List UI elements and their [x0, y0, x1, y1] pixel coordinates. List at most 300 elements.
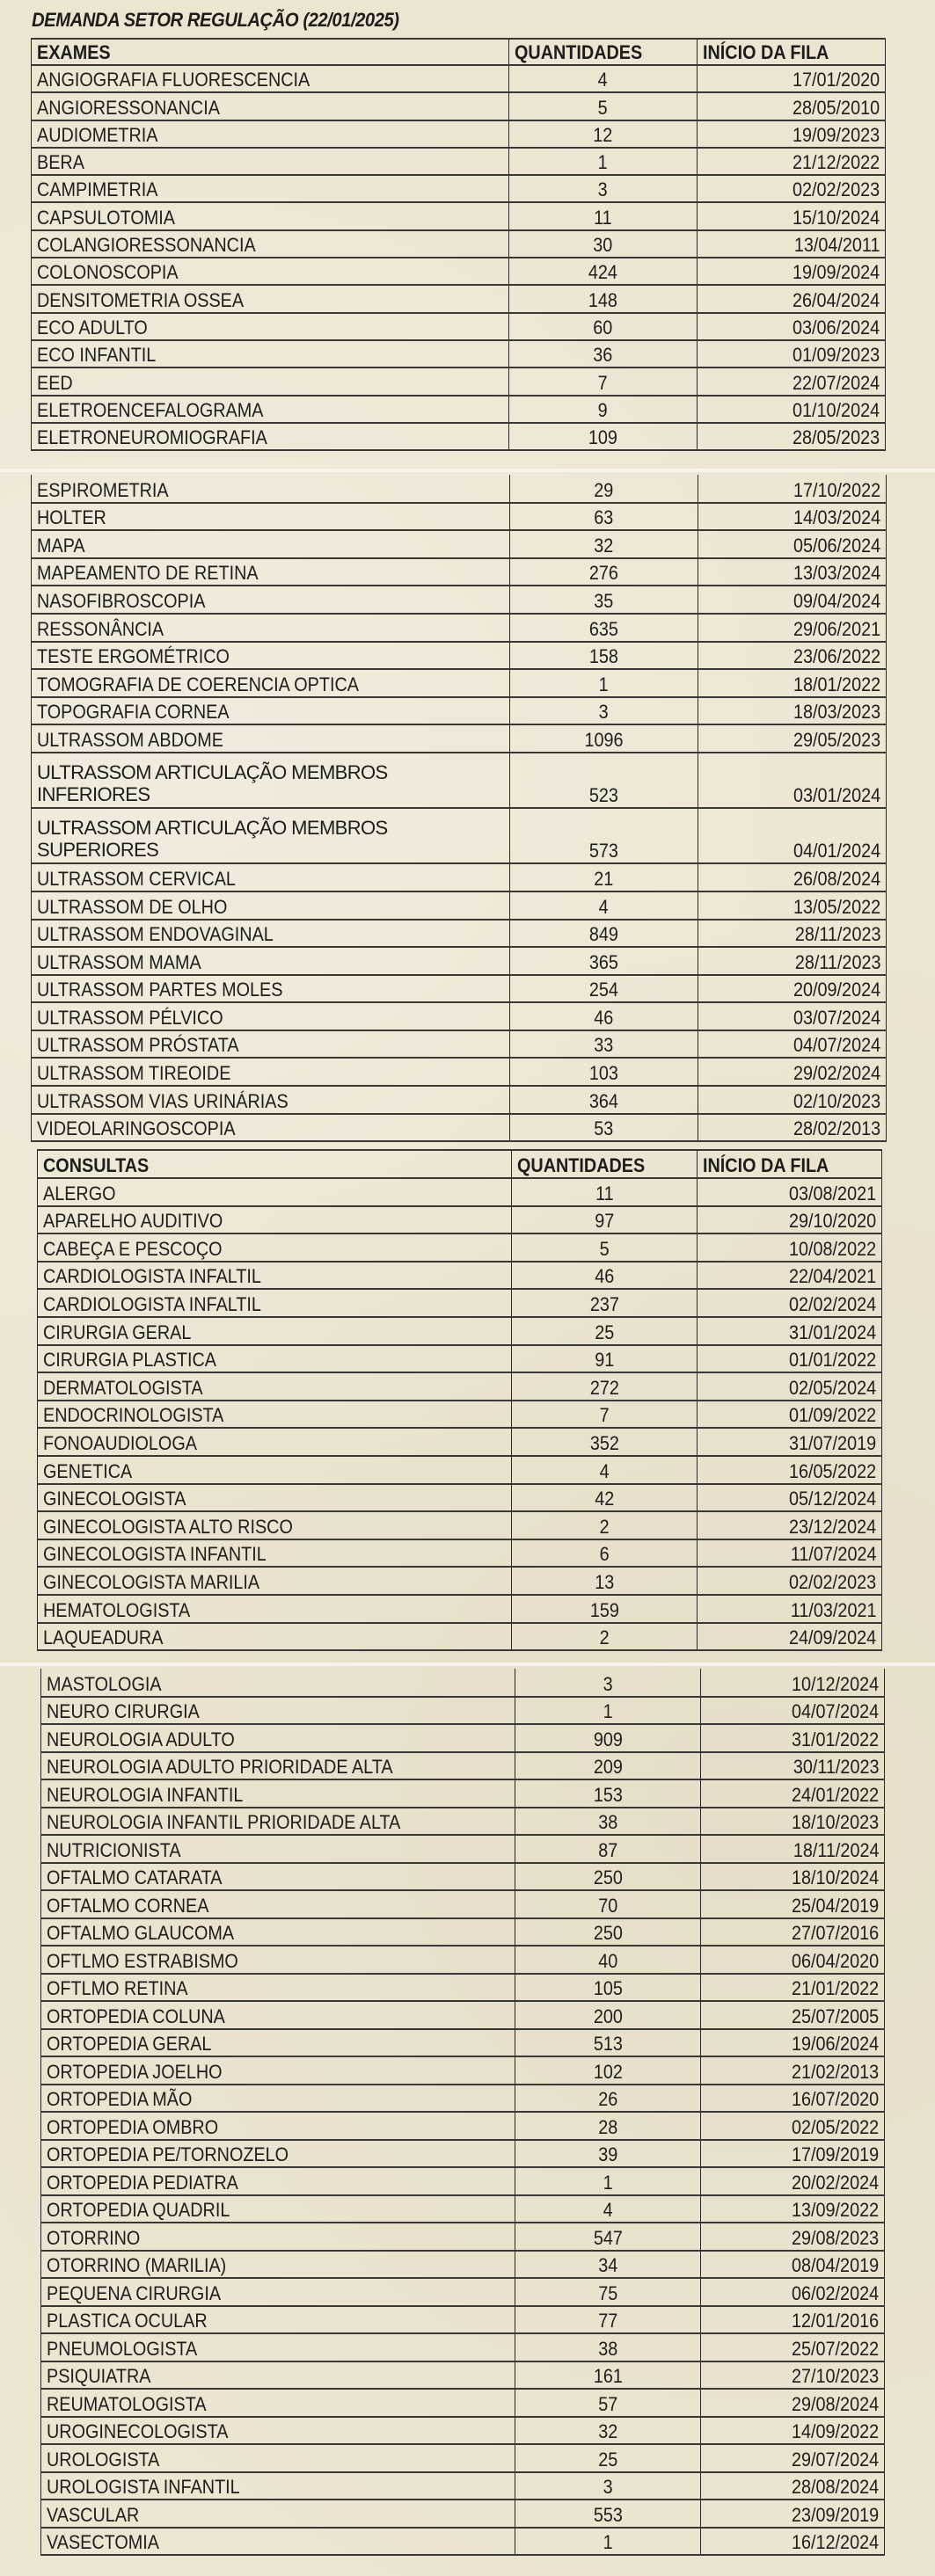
quantity: 87 — [597, 1838, 618, 1861]
procedure-name-cell — [38, 1317, 512, 1345]
quantity: 40 — [597, 1949, 618, 1972]
procedure-name: GINECOLOGISTA — [43, 1488, 186, 1510]
quantity: 7 — [597, 371, 609, 394]
quantity: 13 — [594, 1570, 615, 1593]
table-row — [41, 2140, 885, 2168]
queue-start-date-cell — [698, 863, 886, 891]
procedure-name: ULTRASSOM CERVICAL — [37, 867, 236, 890]
quantity: 635 — [588, 617, 618, 640]
quantity-cell — [509, 475, 698, 503]
procedure-name-cell — [41, 2278, 515, 2306]
queue-start-date: 10/12/2024 — [791, 1672, 879, 1695]
table-row — [41, 2251, 885, 2279]
procedure-name: MAPEAMENTO DE RETINA — [37, 562, 259, 585]
quantity: 5 — [597, 96, 609, 119]
table-row — [41, 1779, 885, 1808]
queue-start-date: 28/08/2024 — [791, 2476, 879, 2498]
quantity-cell — [509, 863, 698, 891]
procedure-name-cell — [41, 1779, 515, 1808]
table-row — [41, 2417, 885, 2445]
procedure-name: MAPA — [37, 534, 85, 557]
quantity: 25 — [597, 2448, 618, 2470]
queue-start-date: 02/02/2023 — [788, 1570, 876, 1593]
procedure-name: ORTOPEDIA PE/TORNOZELO — [47, 2143, 289, 2165]
queue-start-date: 12/01/2016 — [791, 2310, 879, 2332]
quantity-cell — [509, 258, 698, 285]
queue-start-date: 19/09/2023 — [792, 123, 880, 146]
header-exames: EXAMES — [32, 39, 509, 65]
procedure-name-cell — [32, 313, 509, 340]
queue-start-date: 28/11/2023 — [794, 923, 880, 946]
queue-start-date-cell — [701, 2112, 885, 2140]
procedure-name-cell — [32, 202, 509, 229]
queue-start-date-cell — [701, 2500, 885, 2528]
queue-start-date-cell — [698, 1484, 882, 1512]
queue-start-date: 02/05/2022 — [791, 2115, 879, 2138]
queue-start-date: 13/05/2022 — [793, 895, 880, 918]
quantity: 1 — [603, 2171, 613, 2194]
procedure-name: NEUROLOGIA INFANTIL — [47, 1783, 244, 1806]
table-row — [32, 558, 887, 586]
quantity: 34 — [597, 2254, 618, 2276]
queue-start-date: 01/10/2024 — [792, 398, 880, 421]
table-row — [41, 2444, 885, 2472]
procedure-name: OFTLMO ESTRABISMO — [47, 1949, 238, 1972]
quantity-cell — [515, 2085, 701, 2113]
procedure-name-cell — [38, 1511, 512, 1539]
procedure-name: ULTRASSOM ABDOME — [37, 728, 223, 751]
quantity-cell — [512, 1484, 698, 1512]
quantity: 38 — [597, 2337, 618, 2360]
quantity-cell — [509, 1114, 698, 1142]
quantity: 161 — [593, 2365, 623, 2387]
queue-start-date-cell — [698, 642, 886, 670]
table-row — [32, 367, 886, 395]
table-row — [38, 1345, 882, 1373]
quantity: 105 — [593, 1977, 623, 1999]
table-row — [32, 175, 886, 202]
quantity: 909 — [593, 1728, 623, 1750]
table-row — [32, 975, 887, 1003]
quantity-cell — [509, 642, 698, 670]
quantity-cell — [515, 2167, 701, 2195]
quantity-cell — [515, 2001, 701, 2029]
quantity-cell — [509, 975, 698, 1003]
queue-start-date-cell — [698, 614, 886, 642]
queue-start-date: 29/08/2023 — [791, 2226, 879, 2249]
table-row — [41, 1863, 885, 1891]
queue-start-date-cell — [701, 1918, 885, 1947]
quantity-cell — [509, 202, 698, 229]
procedure-name-cell — [41, 2306, 515, 2334]
procedure-name: ANGIORESSONANCIA — [37, 96, 220, 119]
queue-start-date: 17/09/2019 — [791, 2143, 879, 2165]
procedure-name-cell — [41, 2444, 515, 2472]
queue-start-date: 20/02/2024 — [791, 2171, 879, 2194]
queue-start-date: 25/07/2022 — [791, 2337, 879, 2360]
table-row — [41, 2029, 885, 2057]
queue-start-date-cell — [701, 1724, 885, 1752]
quantity-cell — [509, 753, 698, 808]
table-row — [41, 2278, 885, 2306]
quantity: 364 — [588, 1089, 618, 1112]
queue-start-date: 05/06/2024 — [793, 534, 880, 557]
quantity: 5 — [599, 1237, 610, 1260]
procedure-name-cell — [41, 2195, 515, 2223]
quantity: 7 — [599, 1404, 610, 1427]
queue-start-date-cell — [701, 2251, 885, 2279]
procedure-name-cell — [32, 1002, 510, 1030]
procedure-name-cell — [32, 558, 510, 586]
procedure-name-cell — [32, 1058, 510, 1086]
procedure-name-cell — [41, 1918, 515, 1947]
quantity: 46 — [594, 1265, 615, 1288]
quantity: 158 — [588, 645, 618, 668]
queue-start-date-cell — [698, 503, 886, 531]
table-row — [32, 120, 886, 148]
table-row — [41, 2112, 885, 2140]
table-row — [41, 1918, 885, 1947]
document-title: DEMANDA SETOR REGULAÇÃO (22/01/2025) — [32, 9, 399, 31]
quantity-cell — [509, 808, 698, 863]
table-row — [38, 1401, 882, 1429]
quantity-cell — [512, 1456, 698, 1484]
quantity: 35 — [594, 589, 614, 612]
quantity: 2 — [599, 1515, 610, 1538]
procedure-name: CAPSULOTOMIA — [37, 206, 175, 229]
procedure-name: ORTOPEDIA GERAL — [47, 2033, 212, 2055]
procedure-name-cell — [41, 1946, 515, 1974]
quantity: 1 — [598, 673, 609, 695]
queue-start-date: 22/04/2021 — [788, 1265, 876, 1288]
procedure-name: ORTOPEDIA QUADRIL — [47, 2199, 230, 2221]
queue-start-date-cell — [698, 1401, 882, 1429]
queue-start-date-cell — [701, 2056, 885, 2085]
procedure-name: TOPOGRAFIA CORNEA — [37, 701, 230, 724]
quantity: 200 — [593, 2005, 623, 2027]
procedure-name-cell — [32, 285, 509, 312]
quantity-cell — [515, 1752, 701, 1780]
quantity: 250 — [593, 1867, 623, 1888]
procedure-name-cell — [32, 697, 510, 725]
quantity-cell — [515, 2223, 701, 2251]
quantity-cell — [509, 65, 698, 92]
procedure-name-cell — [41, 2251, 515, 2279]
procedure-name: ULTRASSOM PRÓSTATA — [37, 1034, 239, 1057]
quantity: 39 — [597, 2143, 618, 2165]
procedure-name: PLASTICA OCULAR — [47, 2310, 208, 2332]
quantity-cell — [512, 1401, 698, 1429]
table-row — [38, 1511, 882, 1539]
queue-start-date: 30/11/2023 — [793, 1756, 879, 1778]
queue-start-date-cell — [698, 148, 886, 175]
procedure-name: UROLOGISTA INFANTIL — [47, 2476, 240, 2498]
procedure-name: NEUROLOGIA ADULTO PRIORIDADE ALTA — [47, 1756, 393, 1778]
table-row — [41, 2333, 885, 2361]
procedure-name-cell — [32, 947, 510, 975]
procedure-name: PSIQUIATRA — [47, 2365, 151, 2387]
quantity: 32 — [597, 2420, 618, 2442]
procedure-name-cell — [41, 2056, 515, 2085]
queue-start-date-cell — [698, 475, 886, 503]
queue-start-date-cell — [698, 1002, 886, 1030]
procedure-name-cell — [38, 1401, 512, 1429]
queue-start-date-cell — [698, 1289, 882, 1317]
queue-start-date-cell — [701, 2029, 885, 2057]
quantity: 1 — [603, 1700, 613, 1722]
procedure-name-cell — [38, 1428, 512, 1456]
queue-start-date: 21/12/2022 — [792, 151, 880, 174]
table-row — [32, 1086, 887, 1114]
header-inicio-da-fila: INÍCIO DA FILA — [698, 1150, 882, 1178]
quantity: 4 — [597, 69, 609, 91]
quantity-cell — [515, 1808, 701, 1836]
table-row — [32, 503, 887, 531]
queue-start-date-cell — [701, 1808, 885, 1836]
queue-start-date: 25/04/2019 — [791, 1894, 879, 1917]
quantity-cell — [515, 2251, 701, 2279]
queue-start-date: 18/03/2023 — [793, 701, 880, 724]
quantity-cell — [509, 503, 698, 531]
queue-start-date-cell — [701, 2167, 885, 2195]
table-row — [32, 920, 887, 948]
queue-start-date-cell — [698, 1178, 882, 1206]
table-row — [41, 2306, 885, 2334]
quantity-cell — [512, 1345, 698, 1373]
quantity-cell — [509, 120, 698, 148]
exames-header-row — [32, 39, 886, 65]
quantity-cell — [515, 2333, 701, 2361]
queue-start-date-cell — [701, 2528, 885, 2556]
queue-start-date: 06/02/2024 — [791, 2281, 879, 2304]
queue-start-date: 28/02/2013 — [793, 1117, 880, 1140]
quantity: 424 — [588, 261, 618, 284]
photo-separator — [0, 469, 935, 472]
table-row — [32, 753, 887, 808]
procedure-name-cell — [32, 258, 509, 285]
procedure-name: UROLOGISTA — [47, 2448, 160, 2470]
queue-start-date: 21/02/2013 — [791, 2060, 879, 2083]
queue-start-date-cell — [698, 1567, 882, 1595]
table-row — [32, 1058, 887, 1086]
quantity: 32 — [594, 534, 614, 557]
queue-start-date: 29/06/2021 — [793, 617, 880, 640]
queue-start-date-cell — [698, 1456, 882, 1484]
queue-start-date-cell — [698, 1372, 882, 1401]
queue-start-date: 16/07/2020 — [791, 2088, 879, 2110]
procedure-name-cell — [41, 2389, 515, 2417]
table-row — [41, 2528, 885, 2556]
quantity-cell — [515, 2112, 701, 2140]
queue-start-date-cell — [698, 947, 886, 975]
quantity-cell — [515, 1835, 701, 1863]
quantity-cell — [509, 724, 698, 753]
queue-start-date: 29/02/2024 — [793, 1062, 880, 1085]
procedure-name-cell — [32, 148, 509, 175]
quantity-cell — [512, 1595, 698, 1623]
table-row — [41, 1669, 885, 1697]
quantity-cell — [509, 558, 698, 586]
procedure-name-cell — [32, 175, 509, 202]
quantity: 25 — [594, 1321, 615, 1343]
queue-start-date: 15/10/2024 — [792, 206, 880, 229]
procedure-name: APARELHO AUDITIVO — [43, 1210, 223, 1233]
procedure-name-cell — [32, 367, 509, 395]
procedure-name: ULTRASSOM TIREOIDE — [37, 1062, 231, 1085]
queue-start-date-cell — [698, 1262, 882, 1290]
queue-start-date: 27/10/2023 — [791, 2365, 879, 2387]
quantity: 46 — [594, 1006, 614, 1029]
quantity: 547 — [593, 2226, 623, 2249]
quantity: 29 — [594, 478, 614, 501]
procedure-name-cell — [38, 1539, 512, 1568]
procedure-name-cell — [41, 2472, 515, 2500]
table-row — [38, 1206, 882, 1234]
queue-start-date: 25/07/2005 — [791, 2005, 879, 2027]
table-row — [32, 1002, 887, 1030]
table-row — [38, 1623, 882, 1651]
quantity: 365 — [588, 950, 618, 973]
quantity: 21 — [594, 867, 614, 890]
table-row — [32, 202, 886, 229]
quantity-cell — [509, 920, 698, 948]
table-row — [41, 1835, 885, 1863]
quantity: 254 — [588, 979, 618, 1001]
queue-start-date-cell — [698, 1114, 886, 1142]
queue-start-date: 22/07/2024 — [792, 371, 880, 394]
procedure-name-cell — [32, 891, 510, 920]
queue-start-date-cell — [701, 2333, 885, 2361]
table-row — [38, 1428, 882, 1456]
procedure-name: UROGINECOLOGISTA — [47, 2420, 229, 2442]
quantity: 109 — [588, 426, 618, 449]
procedure-name-cell — [32, 642, 510, 670]
table-row — [41, 1752, 885, 1780]
quantity-cell — [515, 1974, 701, 2002]
procedure-name: HEMATOLOGISTA — [43, 1598, 191, 1621]
queue-start-date: 18/10/2023 — [791, 1811, 879, 1833]
table-row — [32, 642, 887, 670]
procedure-name: DERMATOLOGISTA — [43, 1376, 203, 1399]
table-row — [32, 258, 886, 285]
procedure-name: HOLTER — [37, 506, 106, 529]
procedure-name: ECO INFANTIL — [37, 344, 157, 367]
quantity-cell — [509, 396, 698, 423]
quantity-cell — [509, 423, 698, 450]
quantity: 352 — [589, 1431, 619, 1454]
quantity-cell — [512, 1372, 698, 1401]
quantity: 38 — [597, 1811, 618, 1833]
queue-start-date: 02/02/2023 — [792, 178, 880, 201]
table-row — [38, 1262, 882, 1290]
table-row — [32, 65, 886, 92]
table-row — [41, 2361, 885, 2390]
table-row — [41, 2056, 885, 2085]
queue-start-date: 23/12/2024 — [788, 1515, 876, 1538]
queue-start-date: 14/03/2024 — [793, 506, 880, 529]
quantity: 209 — [593, 1756, 623, 1778]
procedure-name: VASECTOMIA — [47, 2531, 159, 2553]
procedure-name: FONOAUDIOLOGA — [43, 1431, 197, 1454]
procedure-name-cell — [32, 753, 510, 808]
consultas-header-row — [38, 1150, 882, 1178]
quantity-cell — [515, 1863, 701, 1891]
queue-start-date: 05/12/2024 — [788, 1488, 876, 1510]
queue-start-date: 26/04/2024 — [792, 288, 880, 311]
quantity-cell — [512, 1178, 698, 1206]
queue-start-date-cell — [701, 1890, 885, 1918]
procedure-name: ESPIROMETRIA — [37, 478, 169, 501]
quantity: 3 — [597, 178, 609, 201]
queue-start-date-cell — [698, 669, 886, 697]
procedure-name: NUTRICIONISTA — [47, 1838, 181, 1861]
procedure-name-cell — [41, 1697, 515, 1725]
procedure-name: MASTOLOGIA — [47, 1672, 162, 1695]
queue-start-date-cell — [701, 1697, 885, 1725]
quantity: 237 — [589, 1292, 619, 1315]
consultas-table-part1 — [37, 1149, 882, 1651]
queue-start-date: 26/08/2024 — [793, 867, 880, 890]
quantity-cell — [515, 2389, 701, 2417]
queue-start-date-cell — [698, 258, 886, 285]
procedure-name-cell — [38, 1206, 512, 1234]
header-consultas: CONSULTAS — [38, 1150, 512, 1178]
queue-start-date-cell — [701, 2444, 885, 2472]
table-row — [32, 423, 886, 450]
quantity-cell — [512, 1511, 698, 1539]
consultas-table-part2 — [40, 1669, 885, 2556]
quantity: 3 — [603, 1672, 613, 1695]
procedure-name: TOMOGRAFIA DE COERENCIA OPTICA — [37, 673, 359, 695]
procedure-name-cell — [41, 2112, 515, 2140]
queue-start-date: 17/10/2022 — [793, 478, 880, 501]
procedure-name-cell — [32, 586, 510, 614]
procedure-name-cell — [38, 1262, 512, 1290]
queue-start-date-cell — [698, 396, 886, 423]
procedure-name: CIRURGIA GERAL — [43, 1321, 192, 1343]
quantity-cell — [512, 1539, 698, 1568]
quantity: 12 — [593, 123, 613, 146]
quantity: 1096 — [584, 728, 624, 751]
quantity-cell — [509, 285, 698, 312]
procedure-name: CIRURGIA PLASTICA — [43, 1349, 216, 1372]
quantity: 11 — [595, 1182, 614, 1204]
procedure-name-cell — [41, 2085, 515, 2113]
quantity: 26 — [597, 2088, 618, 2110]
procedure-name: CABEÇA E PESCOÇO — [43, 1237, 223, 1260]
quantity-cell — [515, 1946, 701, 1974]
procedure-name-cell — [41, 2500, 515, 2528]
queue-start-date: 04/07/2024 — [791, 1700, 879, 1722]
table-row — [41, 1724, 885, 1752]
queue-start-date-cell — [701, 2361, 885, 2390]
quantity-cell — [512, 1206, 698, 1234]
queue-start-date-cell — [698, 724, 886, 753]
table-row — [38, 1317, 882, 1345]
quantity-cell — [509, 92, 698, 120]
procedure-name-cell — [32, 1114, 510, 1142]
queue-start-date: 23/09/2019 — [791, 2503, 879, 2526]
procedure-name-cell — [41, 1974, 515, 2002]
quantity-cell — [509, 1086, 698, 1114]
procedure-name-cell — [32, 530, 510, 558]
queue-start-date-cell — [698, 1623, 882, 1651]
quantity: 849 — [588, 923, 618, 946]
procedure-name-cell — [38, 1456, 512, 1484]
procedure-name-cell — [32, 724, 510, 753]
table-row — [41, 1946, 885, 1974]
queue-start-date-cell — [701, 1779, 885, 1808]
